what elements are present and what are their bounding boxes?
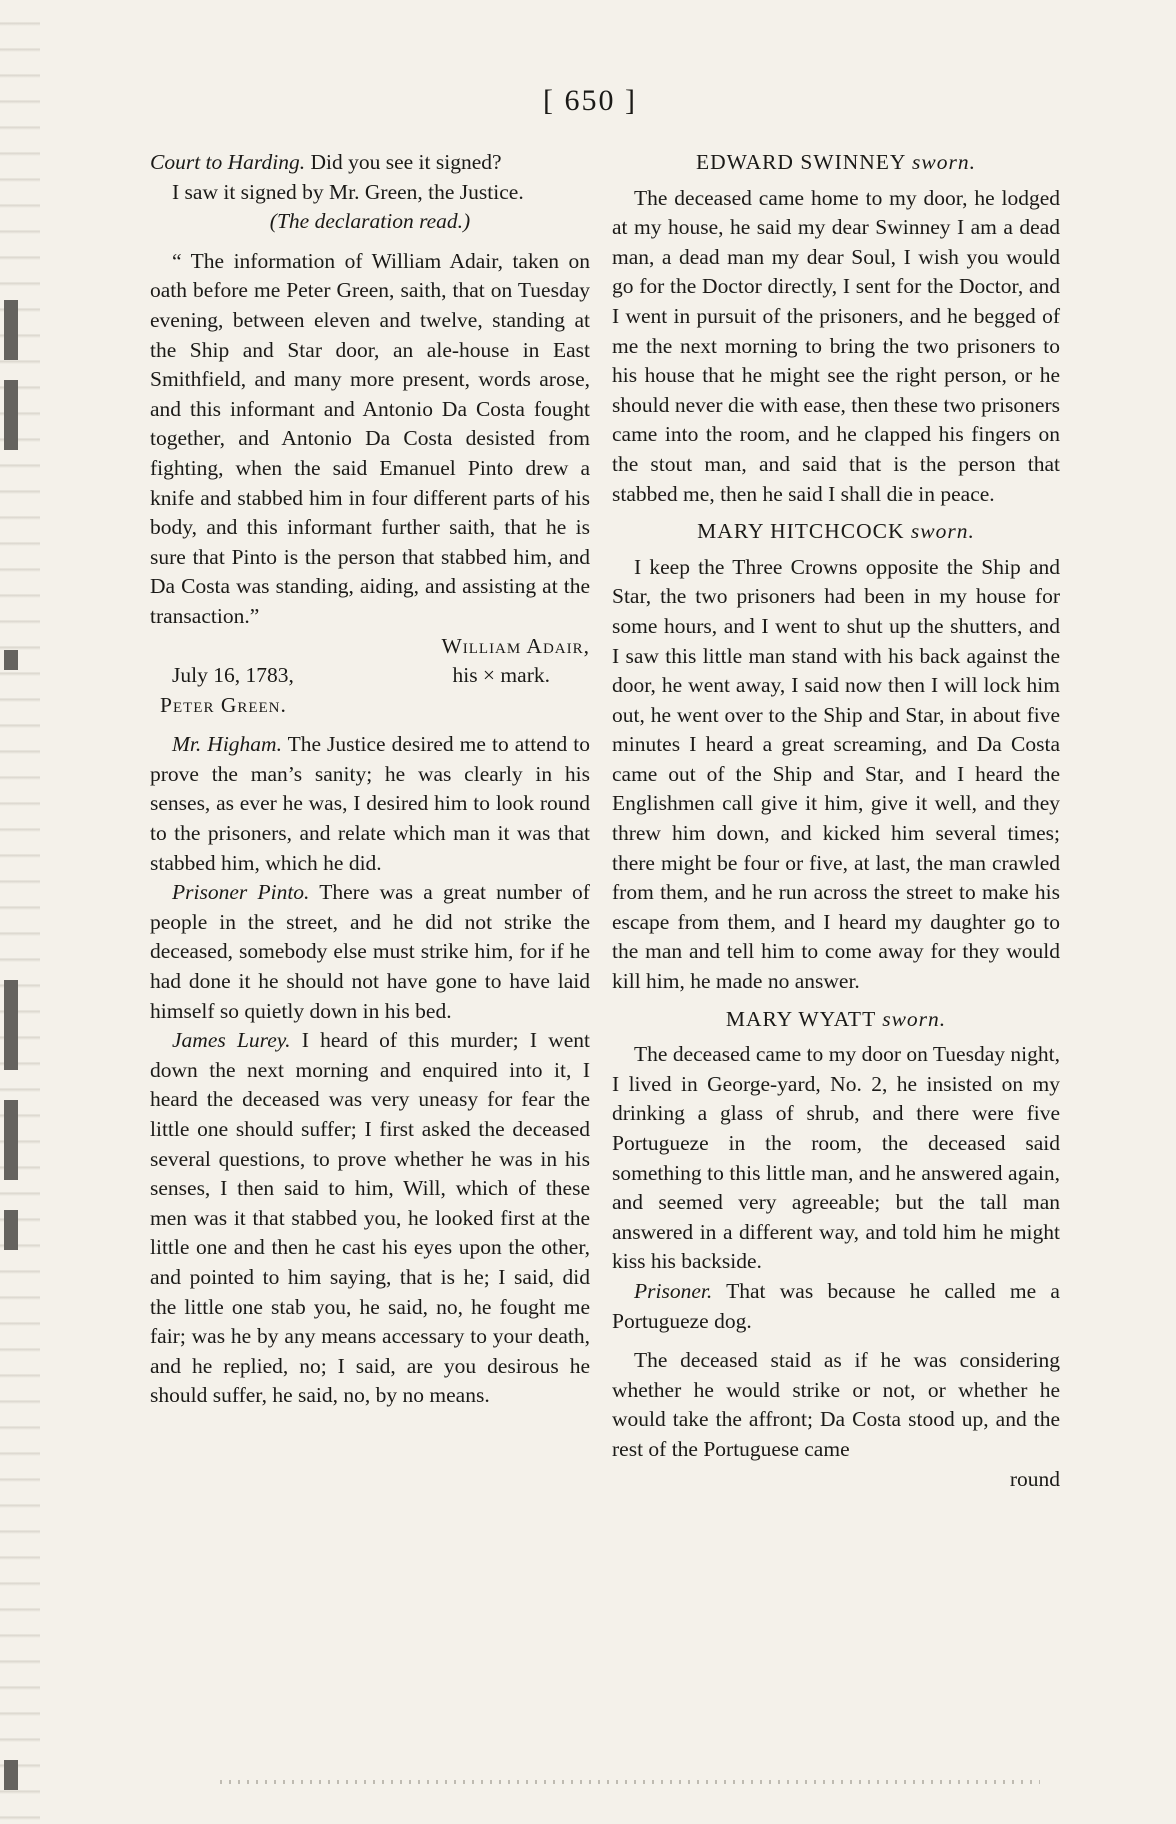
- witness-heading: [612, 148, 1060, 178]
- left-column: [150, 148, 590, 1411]
- witness-heading: [612, 1005, 1060, 1035]
- witness-name: MARY HITCHCOCK: [697, 519, 905, 544]
- stage-note: (The declaration read.): [269, 209, 471, 234]
- signature-mark: his × mark.: [452, 663, 550, 688]
- testimony-hitchcock: I keep the Three Crowns opposite the Ship and Star, the two prisoners had been in my house for some hours, and I went to shut up the shutters, and I saw this little man stand with his back against the door, he went away, I said now then I will lock him out, he went over to the Ship and Star, in about five minutes I heard a great screaming, and Da Costa came out of the Ship and Star, and I heard the Englishmen call give it him, give it well, and they threw him down, and kicked him several times; there might be four or five, at last, the man crawled from them, and he run across the street to make his escape from them, and I heard my daughter go to the man and tell him to come away for they would kill him, he made no answer.: [612, 554, 1060, 994]
- edge-mark: [4, 300, 18, 360]
- right-column: [612, 148, 1060, 1494]
- testimony-text: I heard of this murder; I went down the next morning and enquired into it, I heard the deceased was very uneasy for fear the little one should suffer; I first asked the deceased several questions, to prove whether he was in his senses, I then said to him, Will, which of these men was it that stabbed you, he looked first at the little one and then he cast his eyes upon the other, and pointed to him saying, that is he; I said, did the little one stab you, he said, no, he fought me fair; was he by any means accessary to your death, and he replied, no; I said, are you desirous he should suffer, he said, no, by no means.: [150, 1028, 591, 1408]
- court-question: [150, 148, 590, 178]
- testimony-text: There was a great number of people in the street, and he did not strike the deceased, somebody else must strike him, for if he had done it he should not have gone to have laid himself so quietly down in his bed.: [150, 880, 590, 1023]
- speaker-label: Prisoner Pinto.: [172, 880, 310, 905]
- sworn-label: sworn.: [882, 1006, 947, 1031]
- testimony-continuation: The deceased staid as if he was considering whether he would strike or not, or whether he would take the affront; Da Costa stood up, and the rest of the Portuguese came: [612, 1348, 1060, 1461]
- signature-name: William Adair,: [441, 633, 590, 658]
- testimony-swinney: The deceased came home to my door, he lodged at my house, he said my dear Swinney I am a dead man, a dead man my dear Soul, I wish you would go for the Doctor directly, I sent for the Doctor, and I went in pursuit of the prisoners, and he begged of me the next morning to bring the two prisoners to his house that he might see the right person, or he should never die with ease, then these two prisoners came into the room, and he clapped his fingers on the stout man, and said that is the person that stabbed me, then he said I shall die in peace.: [612, 185, 1060, 506]
- edge-mark: [4, 650, 18, 670]
- edge-mark: [4, 1100, 18, 1180]
- edge-mark: [4, 980, 18, 1070]
- testimony-higham: [150, 730, 590, 878]
- signature-row: [150, 661, 590, 691]
- testimony-prisoner: [612, 1277, 1060, 1336]
- question-text: Did you see it signed?: [310, 150, 502, 174]
- testimony-text: That was because he called me a Portugueze dog.: [612, 1278, 1060, 1333]
- page-bottom-edge: [220, 1780, 1040, 1784]
- signature-date: July 16, 1783,: [172, 663, 294, 688]
- sworn-label: sworn.: [910, 519, 975, 544]
- edge-mark: [4, 380, 18, 450]
- signature-witness: Peter Green.: [160, 692, 287, 717]
- edge-mark: [4, 1210, 18, 1250]
- testimony-wyatt: The deceased came to my door on Tuesday night, I lived in George-yard, No. 2, he insisted on my drinking a glass of shrub, and there were five Portugueze in the room, the deceased said something to this little man, and he answered again, and seemed very agreeable; but the tall man answered in a different way, and told him he might kiss his backside.: [612, 1042, 1060, 1274]
- catchword: round: [1009, 1466, 1060, 1491]
- page-number: [ 650 ]: [543, 84, 637, 117]
- speaker-label: Mr. Higham.: [172, 732, 282, 757]
- testimony-lurey: [150, 1026, 590, 1411]
- declaration-text: “ The information of William Adair, taken on oath before me Peter Green, saith, that on Tuesday evening, between eleven and twelve, standing at the Ship and Star door, an ale-house in East Smithfield, and many more present, words arose, and this informant and Antonio Da Costa fought together, and Antonio Da Costa desisted from fighting, when the said Emanuel Pinto drew a knife and stabbed him in four different parts of his body, and this informant further saith, that he is sure that Pinto is the person that stabbed him, and Da Costa was standing, aiding, and assisting at the transaction.”: [150, 248, 590, 628]
- speaker-label: James Lurey.: [172, 1028, 291, 1053]
- speaker-label: Court to Harding.: [150, 150, 306, 174]
- witness-heading: [612, 517, 1060, 547]
- edge-mark: [4, 1760, 18, 1790]
- testimony-text: The Justice desired me to attend to prove the man’s sanity; he was clearly in his senses, as ever he was, I desired him to look round to the prisoners, and relate which man it was that stabbed him, which he did.: [150, 732, 590, 875]
- binding-edge: [0, 0, 40, 1824]
- answer-text: I saw it signed by Mr. Green, the Justice.: [172, 179, 524, 204]
- testimony-pinto: [150, 878, 590, 1026]
- witness-name: MARY WYATT: [725, 1006, 876, 1031]
- sworn-label: sworn.: [912, 150, 976, 174]
- speaker-label: Prisoner.: [634, 1278, 713, 1303]
- witness-name: EDWARD SWINNEY: [696, 150, 906, 174]
